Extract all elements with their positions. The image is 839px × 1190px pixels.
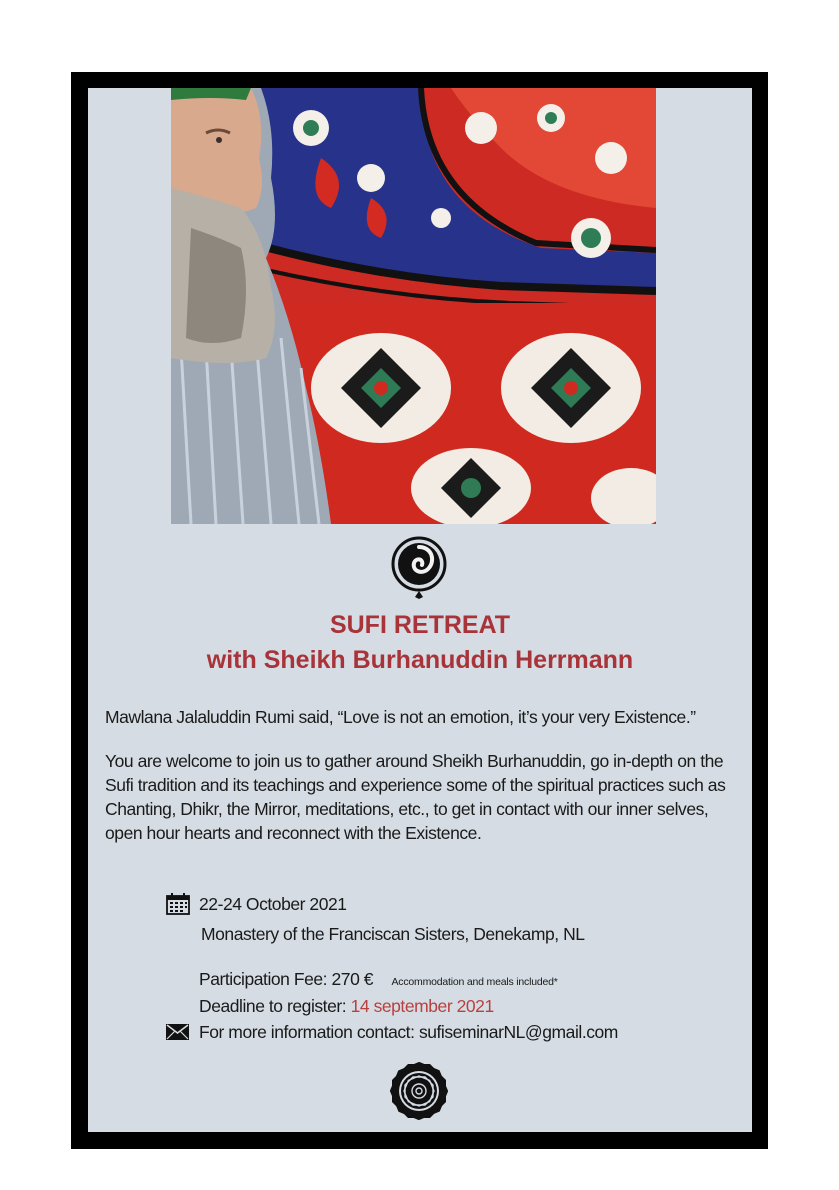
event-dates: 22-24 October 2021: [199, 894, 347, 914]
fee-label: Participation Fee:: [199, 969, 328, 989]
event-venue: Monastery of the Franciscan Sisters, Denekamp, NL: [201, 924, 585, 944]
calendar-icon: [166, 893, 190, 920]
registration-deadline: [199, 994, 494, 1018]
retreat-title: SUFI RETREAT: [329, 611, 511, 639]
octagonal-ornament: [390, 1062, 448, 1120]
sufi-spiral-logo: [390, 535, 448, 599]
envelope-icon: [166, 1024, 189, 1045]
participation-fee: [199, 967, 558, 994]
deadline-date: 14 september 2021: [350, 996, 494, 1016]
contact-email[interactable]: sufiseminarNL@gmail.com: [418, 1022, 618, 1042]
invitation-paragraph: You are welcome to join us to gather around Sheikh Burhanuddin, go in-depth on the Sufi tradition and its teachings and experience some of the spiritual practices such as Chanting, Dhikr, the Mirror, meditations, etc., to get in contact with our inner selves, open hour hearts and reconnect with the Existence.: [105, 751, 726, 843]
rumi-quote: Mawlana Jalaluddin Rumi said, “Love is not an emotion, it’s your very Existence.”: [105, 707, 696, 727]
fee-note: Accommodation and meals included*: [391, 976, 558, 988]
contact-label: For more information contact:: [199, 1022, 415, 1042]
deadline-label: Deadline to register:: [199, 996, 347, 1016]
fee-value: 270 €: [331, 969, 374, 989]
contact-info: [199, 1020, 618, 1044]
retreat-subtitle: with Sheikh Burhanuddin Herrmann: [206, 646, 634, 674]
sheikh-portrait-photo: [171, 88, 656, 524]
